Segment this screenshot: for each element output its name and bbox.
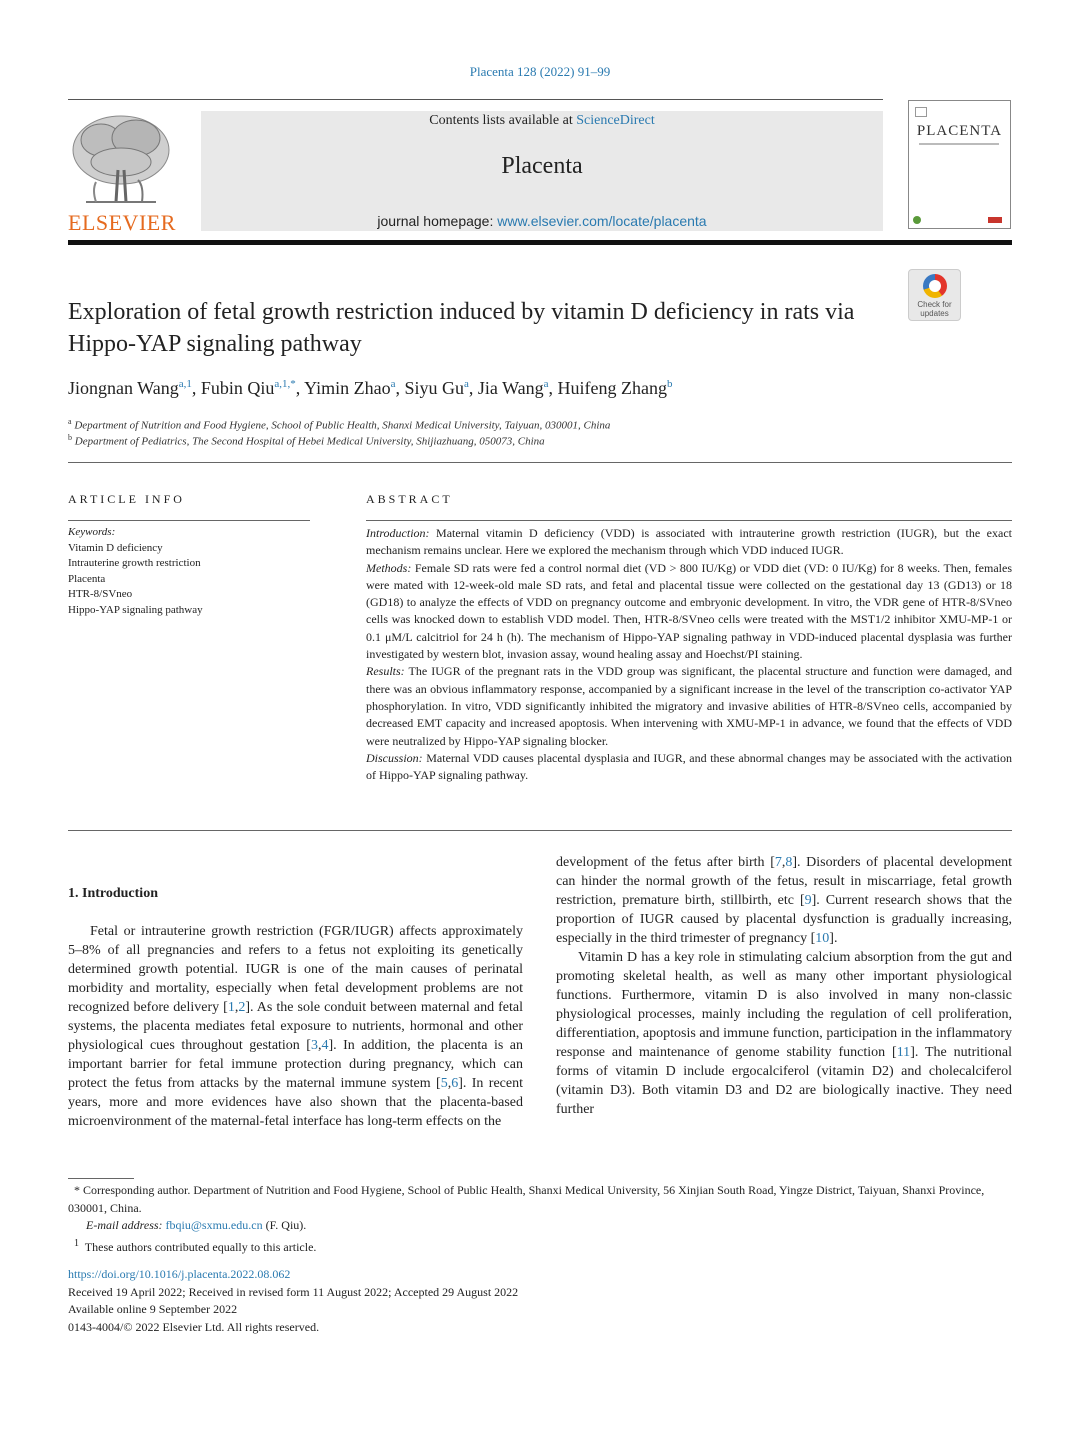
contents-prefix: Contents lists available at [429,113,577,128]
keywords-label: Keywords: [68,526,116,538]
section-heading-introduction: 1. Introduction [68,886,158,901]
sciencedirect-link[interactable]: ScienceDirect [576,113,655,128]
contents-line [201,113,883,129]
article-title: Exploration of fetal growth restriction induced by vitamin D deficiency in rats via Hippo-YAP signaling pathway [68,299,855,357]
body-text: ]. The nutritional forms of vitamin D include ergocalciferol (vitamin D2) and cholecalciferol (vitamin D3). Both vitamin D3 and D2 are biologically inactive. They need further [556,1045,1012,1117]
author-affiliation-mark[interactable]: a [543,378,549,390]
reference-link[interactable]: 4 [321,1038,329,1053]
check-for-updates-label: Check for updates [917,300,952,318]
abstract-methods [366,560,1012,664]
homepage-prefix: journal homepage: [377,213,498,229]
body-text: ]. Disorders of placental development can hinder the normal growth of the fetus, result in miscarriage, fetal growth restriction, premature birth, stillbirth, etc [ [556,855,1012,908]
homepage-link[interactable]: www.elsevier.com/locate/placenta [497,213,707,229]
abstract-discussion [366,750,1012,785]
abstract-body: The IUGR of the pregnant rats in the VDD group was significant, the placental structure and function were damaged, and there was an obvious inflammatory response, accompanied by a significant increase in the level of the transcription co-activator YAP phosphorylation. In vitro, VDD significantly inhibited the migratory and invasive abilities of HTR-8/SVneo cells, accompanied by decreased EMT capacity and increased apoptosis. When intervening with XMU-MP-1 in advance, we found that the effects of VDD were neutralized by Hippo-YAP signaling blocker. [366,664,1012,748]
footnote-mark: 1 [74,1237,79,1249]
elsevier-wordmark: ELSEVIER [68,210,176,235]
homepage-line [201,213,883,229]
affiliation-a [68,417,610,432]
author-name[interactable]: Jiongnan Wang [68,378,179,398]
corresponding-author-note [68,1182,1012,1217]
author-affiliation-mark[interactable]: a [390,378,396,390]
body-text: , [447,1076,452,1091]
doi-link[interactable]: https://doi.org/10.1016/j.placenta.2022.08.062 [68,1267,291,1281]
body-text: ]. Current research shows that the proportion of IUGR caused by placental dysfunction is gradually increasing, especially in the third trimester of pregnancy [ [556,893,1012,946]
footnote-text: Corresponding author. Department of Nutrition and Food Hygiene, School of Public Health, Shanxi Medical University, 56 Xinjian South Road, Yingze District, Taiyuan, Shanxi Province, 030001, China. [68,1183,985,1215]
footnote-text: These authors contributed equally to this article. [84,1239,317,1254]
abstract-label: Introduction: [366,526,430,540]
abstract-results [366,663,1012,749]
reference-link[interactable]: 5 [440,1076,448,1091]
article-info-rule [68,520,310,521]
copyright-notice: 0143-4004/© 2022 Elsevier Ltd. All rights reserved. [68,1319,320,1334]
article-info-heading: ARTICLE INFO [68,492,185,506]
reference-link[interactable]: 9 [804,893,812,908]
body-left-column [68,922,523,1131]
author-name[interactable]: Siyu Gu [404,378,465,398]
publication-info [68,1266,518,1336]
keyword-item[interactable]: Placenta [68,572,106,585]
keyword-item[interactable]: HTR-8/SVneo [68,588,133,600]
author-name[interactable]: Yimin Zhao [304,378,391,398]
body-right-column [556,853,1012,1119]
reference-link[interactable]: 2 [238,1000,246,1015]
email-link[interactable]: fbqiu@sxmu.edu.cn [165,1218,263,1232]
abstract-body: Maternal vitamin D deficiency (VDD) is associated with intrauterine growth restriction (IUGR), but the exact mechanism remains unclear. Here we explored the mechanism through which VDD induced IUGR. [366,526,1012,558]
equal-contribution-note [68,1235,1012,1257]
reference-link[interactable]: 3 [310,1038,318,1053]
cover-publisher-icon [988,217,1002,223]
affiliations-rule [68,462,1012,463]
cover-logo-icon [915,107,927,117]
body-text: Vitamin D has a key role in stimulating calcium absorption from the gut and promoting skeletal health, as well as many other important physiological functions. Furthermore, vitamin D is also involved in many non-classic physiological processes, mainly including the regulation of cell proliferation, differentiation, apoptosis and immune function, participation in the inflammatory response and maintenance of genome stability function [ [556,950,1012,1060]
abstract-label: Results: [366,664,405,679]
affiliation-text: Department of Pediatrics, The Second Hospital of Hebei Medical University, Shijiazhuang, 050073, China [74,435,545,448]
body-paragraph [68,922,523,1131]
abstract-text [366,525,1012,784]
cover-society-icon [913,216,921,224]
affiliation-mark: a [68,417,72,426]
body-text: ]. In addition, the placenta is an important barrier for fetal immune protection during pregnancy, which can protect the fetus from attacks by the maternal immune system [ [68,1038,524,1091]
author-list: Jiongnan Wang$^{a,1}$, Fubin Qiu$^{a,1,*}$, Yimin Zhao$^a$, Siyu Gu$^a$, Jia Wang$^a$, Huifeng Zhang$^b$ [68,378,673,398]
abstract-label: Discussion: [366,750,423,765]
reference-link[interactable]: 7 [774,855,782,870]
email-label: E-mail address: [86,1218,163,1232]
footnote-mark: * [74,1183,80,1197]
abstract-heading: ABSTRACT [366,492,453,506]
abstract-body: Female SD rats were fed a control normal diet (VD > 800 IU/Kg) or VDD diet (VD: 0 IU/Kg) for 8 weeks. Then, females were mated with 12-week-old male SD rats, and fetal and placental tissue were collected on the gestational day 13 (GD13) or 18 (GD18) to analyze the effects of VDD on pregnancy outcome and embryonic development. In vitro, the VDR gene of HTR-8/SVneo cells was knocked down to establish VDD model. Then, HTR-8/SVneo cells were treated with the MST1/2 inhibitor XMU-MP-1 or 0.1 μM/L calcitriol for 24 h (h). The mechanism of Hippo-YAP signaling pathway in VDD-induced placental dysplasia was further investigated by western blot, invasion assay, wound healing assay and Hoechst/PI staining. [366,560,1012,662]
affiliation-text: Department of Nutrition and Food Hygiene, School of Public Health, Shanxi Medical University, Taiyuan, 030001, China [74,419,611,432]
header-thick-rule [68,240,1012,245]
keyword-item[interactable]: Vitamin D deficiency [68,541,163,554]
email-note [68,1217,1012,1235]
journal-cover-thumbnail[interactable] [908,100,1011,229]
keyword-item[interactable]: Hippo-YAP signaling pathway [68,603,203,616]
journal-name: Placenta [501,153,583,179]
affiliation-mark: b [68,433,72,442]
received-dates: Received 19 April 2022; Received in revised form 11 August 2022; Accepted 29 August 2022 [68,1284,519,1299]
author-affiliation-mark[interactable]: a,1,* [274,378,296,390]
check-for-updates-button[interactable] [908,269,961,321]
email-suffix: (F. Qiu). [262,1218,307,1232]
author-name[interactable]: Jia Wang [477,378,544,398]
abstract-introduction [366,525,1012,560]
journal-citation[interactable]: Placenta 128 (2022) 91–99 [469,64,611,79]
reference-link[interactable]: 1 [227,1000,235,1015]
cover-title: PLACENTA [916,123,1003,139]
author-name[interactable]: Huifeng Zhang [557,378,667,398]
reference-link[interactable]: 10 [815,931,830,946]
keyword-item[interactable]: Intrauterine growth restriction [68,557,201,569]
reference-link[interactable]: 8 [785,855,793,870]
abstract-body: Maternal VDD causes placental dysplasia and IUGR, and these abnormal changes may be associated with the activation of Hippo-YAP signaling pathway. [366,750,1012,783]
body-text: ]. As the sole conduit between maternal and fetal systems, the placenta mediates fetal exposure to nutrients, hormonal and other physiological cues throughout gestation [ [68,1000,523,1053]
body-text: ]. In recent years, more and more evidences have also shown that the placenta-based microenvironment of the maternal-fetal interface has long-term effects on the [68,1076,523,1129]
author-affiliation-mark[interactable]: a [464,378,469,390]
footnote-rule [68,1178,134,1179]
author-affiliation-mark[interactable]: a,1 [178,378,192,390]
available-online: Available online 9 September 2022 [68,1302,238,1316]
cover-subtitle-bar [919,143,999,145]
body-text: ]. [829,931,838,946]
body-text: , [234,1000,239,1015]
journal-masthead [201,111,883,231]
keywords-block [68,525,328,618]
body-text: , [781,855,786,870]
body-paragraph [556,948,1012,1119]
abstract-bottom-rule [68,830,1012,831]
footnotes [68,1182,1012,1256]
author-name[interactable]: Fubin Qiu [200,378,275,398]
affiliation-b [68,433,545,448]
body-paragraph [556,853,1012,948]
body-text: Fetal or intrauterine growth restriction (FGR/IUGR) affects approximately 5–8% of all pregnancies and refers to a fetus not exploiting its genetically determined growth potential. IUGR is one of the main causes of perinatal morbidity and mortality, especially when fetal development problems are not recognized before delivery [ [68,924,523,1015]
body-text: , [317,1038,322,1053]
crossmark-icon [923,274,947,298]
author-affiliation-mark[interactable]: b [666,378,673,390]
reference-link[interactable]: 6 [451,1076,459,1091]
abstract-rule [366,520,1012,521]
body-text: development of the fetus after birth [ [556,855,775,870]
abstract-label: Methods: [366,560,412,575]
top-rule [68,99,883,100]
reference-link[interactable]: 11 [896,1045,911,1060]
